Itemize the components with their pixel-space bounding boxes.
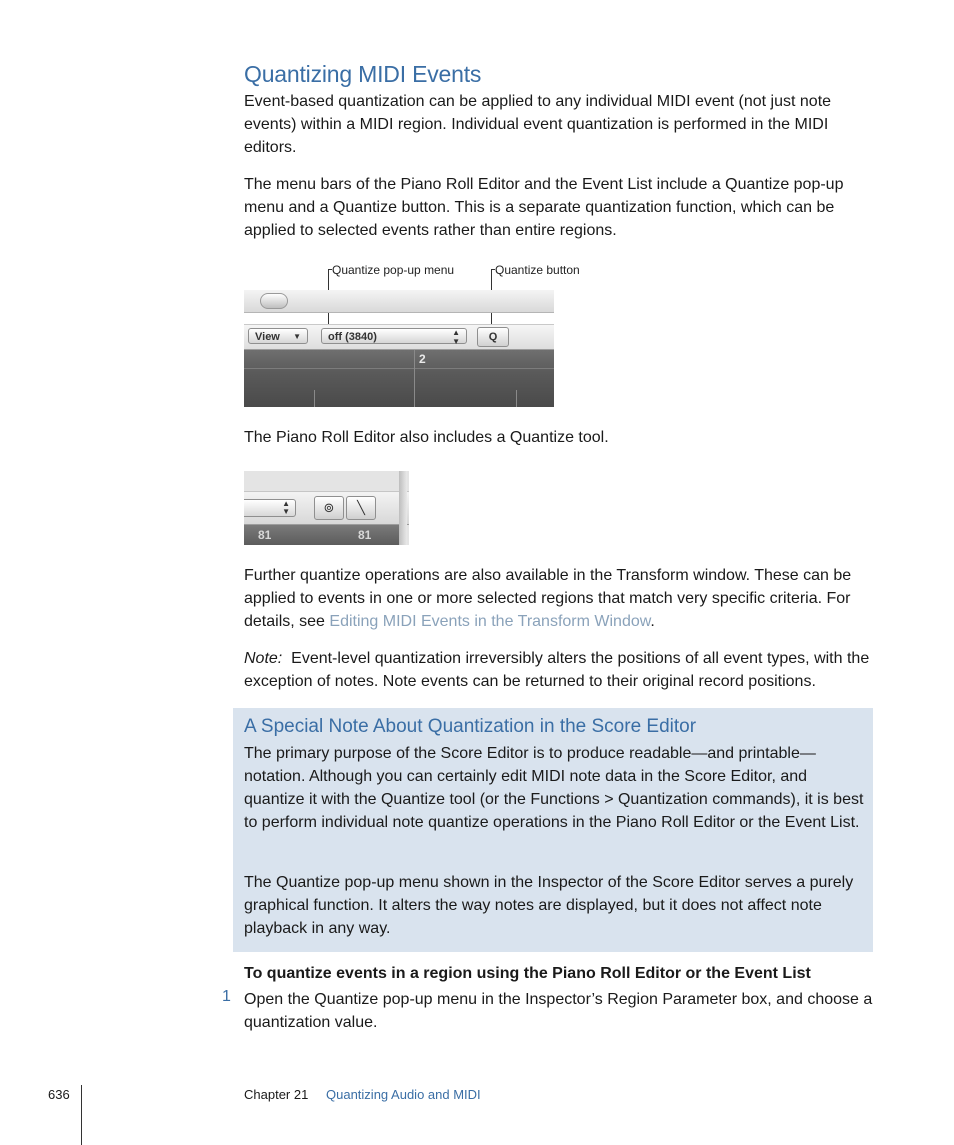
ruler-bar-number: 2 (419, 352, 426, 366)
updown-arrows-icon: ▲ ▼ (452, 328, 460, 346)
menu-bars-paragraph: The menu bars of the Piano Roll Editor and the Event List include a Quantize pop-up menu and a Quantize button. This is a separate quantization function, which can be applied to selected events rather than entire regions. (244, 176, 844, 239)
ruler-strip (244, 525, 399, 545)
quantize-button[interactable]: Q (477, 327, 509, 347)
transform-text: Further quantize operations are also available in the Transform window. These can be applied to events in one or more selected regions that match very specific criteria. For details, see (244, 567, 852, 630)
pencil-icon: ╲ (357, 500, 365, 515)
section-title: Quantizing MIDI Events (244, 61, 482, 87)
view-menu-button[interactable] (248, 328, 308, 344)
quantize-popup-value: off (3840) (328, 331, 377, 343)
score-editor-note-title: A Special Note About Quantization in the Score Editor (244, 716, 697, 737)
ruler-bar-number: 81 (258, 528, 272, 542)
local-menu-bar (244, 324, 554, 350)
bar-ruler (244, 350, 554, 407)
callout-quantize-popup-label: Quantize pop-up menu (332, 263, 455, 277)
chapter-title-link[interactable]: Quantizing Audio and MIDI (326, 1087, 481, 1102)
note-text: Event-level quantization irreversibly alters the positions of all event types, with the exception of notes. Note events can be returned to their original record positions. (244, 650, 870, 690)
score-editor-paragraph-1: The primary purpose of the Score Editor is to produce readable—and printable—notation. Although you can certainly edit MIDI note data in the Score Editor, and quantize it with the Quantize tool (or the Functions > Quantization commands), it is best to perform individual note quantize operations in the Piano Roll Editor or the Event List. (244, 745, 864, 831)
intro-paragraph: Event-based quantization can be applied to any individual MIDI event (not just note events) within a MIDI region. Individual event quantization is performed in the MIDI editors. (244, 93, 832, 156)
view-menu-label: View (255, 331, 280, 343)
ruler-bar-number: 81 (358, 528, 372, 542)
page-number: 636 (48, 1087, 70, 1102)
transform-window-link[interactable]: Editing MIDI Events in the Transform Window (329, 613, 651, 630)
transform-text-end: . (650, 613, 655, 630)
quantize-tool-button[interactable] (314, 496, 344, 520)
pencil-tool-button[interactable] (346, 496, 376, 520)
popup-field[interactable] (244, 499, 296, 517)
score-editor-paragraph-2: The Quantize pop-up menu shown in the Inspector of the Score Editor serves a purely graphical function. It alters the way notes are displayed, but it does not affect note playback in any way. (244, 874, 854, 937)
ruler-tick (516, 390, 517, 407)
step-text: Open the Quantize pop-up menu in the Inspector’s Region Parameter box, and choose a quantization value. (244, 991, 873, 1031)
quantize-tool-icon: ⊚ (323, 500, 335, 515)
quantize-popup-menu[interactable] (321, 328, 467, 344)
ruler-divider (244, 368, 554, 369)
footer-divider (81, 1085, 82, 1145)
quantize-tool-screenshot (244, 471, 409, 545)
note-paragraph (244, 647, 876, 693)
pane-divider[interactable] (399, 471, 407, 545)
note-label: Note: (244, 650, 283, 667)
toolbar-toggle-pill[interactable] (260, 293, 288, 309)
tool-row (244, 491, 409, 525)
quantize-tool-paragraph: The Piano Roll Editor also includes a Quantize tool. (244, 429, 609, 446)
transform-paragraph (244, 564, 876, 633)
chapter-label: Chapter 21 (244, 1087, 309, 1102)
chevron-down-icon: ▼ (293, 332, 301, 341)
window-titlebar (244, 290, 554, 313)
piano-roll-menubar-screenshot (244, 290, 554, 407)
step-number: 1 (222, 988, 231, 1005)
updown-arrows-icon: ▲ ▼ (282, 499, 290, 516)
ruler-tick (314, 390, 315, 407)
ruler-tick (414, 350, 415, 407)
task-heading: To quantize events in a region using the Piano Roll Editor or the Event List (244, 965, 811, 982)
callout-quantize-button-label: Quantize button (495, 263, 580, 277)
